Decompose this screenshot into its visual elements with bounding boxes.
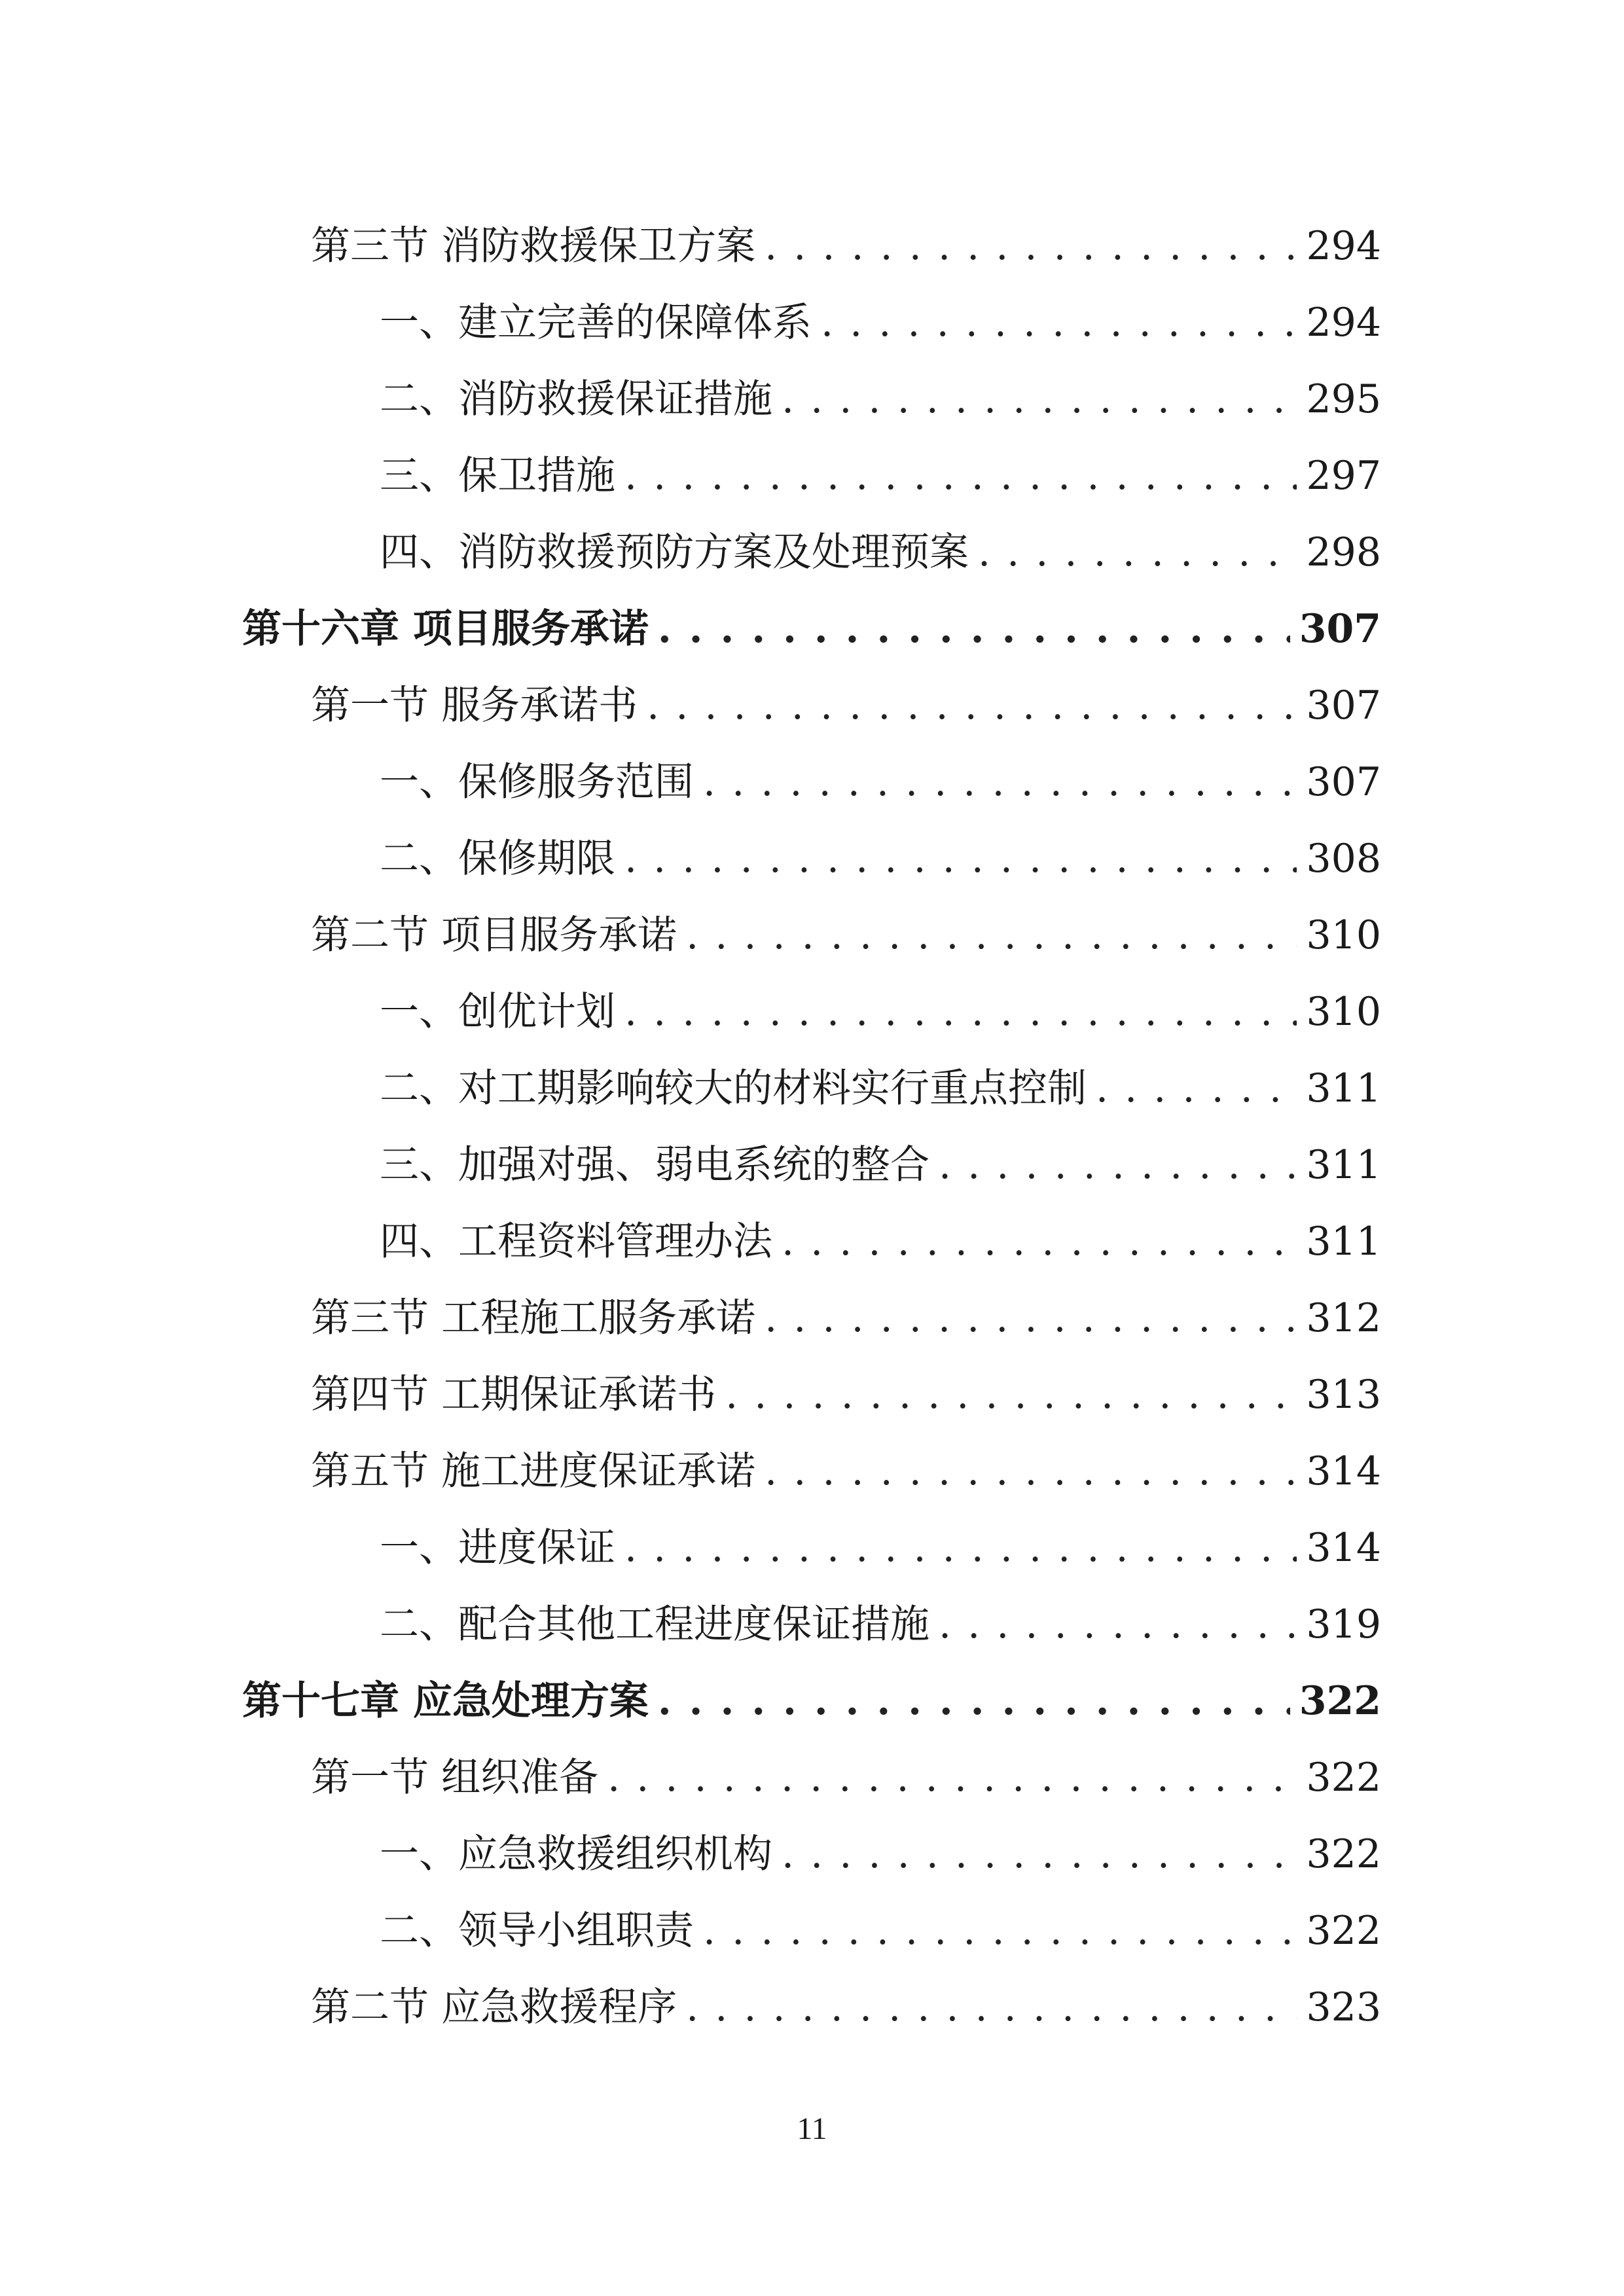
toc-entry-section[interactable]	[242, 1969, 1381, 2046]
toc-entry-page: 322	[1306, 1908, 1381, 1954]
toc-entry-page: 319	[1306, 1602, 1381, 1647]
toc-entry-label: 一、创优计划	[380, 989, 615, 1035]
toc-entry-page: 322	[1299, 1678, 1381, 1724]
toc-dot-leader	[624, 1510, 1297, 1587]
toc-entry-page: 313	[1306, 1372, 1381, 1418]
toc-entry-label: 一、保修服务范围	[380, 759, 694, 805]
toc-entry-label: 三、保卫措施	[380, 453, 615, 499]
toc-entry-label: 一、应急救援组织机构	[380, 1831, 772, 1877]
toc-entry-subsection[interactable]	[242, 285, 1381, 361]
toc-entry-subsection[interactable]	[242, 1204, 1381, 1280]
toc-entry-page: 314	[1306, 1448, 1381, 1494]
toc-entry-section[interactable]	[242, 668, 1381, 744]
toc-entry-subsection[interactable]	[242, 361, 1381, 438]
toc-dot-leader	[624, 821, 1297, 897]
toc-dot-leader	[703, 1893, 1297, 1969]
toc-dot-leader	[782, 1816, 1297, 1893]
toc-dot-leader	[939, 1127, 1297, 1204]
toc-entry-label: 第五节 施工进度保证承诺	[311, 1448, 756, 1494]
toc-entry-label: 一、进度保证	[380, 1525, 615, 1571]
toc-dot-leader	[607, 1740, 1297, 1816]
toc-dot-leader	[624, 974, 1297, 1050]
toc-entry-label: 第一节 组织准备	[311, 1755, 599, 1801]
toc-entry-label: 第三节 消防救援保卫方案	[311, 223, 756, 269]
toc-dot-leader	[624, 438, 1297, 514]
toc-entry-section[interactable]	[242, 1740, 1381, 1816]
toc-entry-page: 295	[1306, 376, 1381, 422]
toc-entry-subsection[interactable]	[242, 1127, 1381, 1204]
toc-dot-leader	[686, 1969, 1297, 2046]
toc-dot-leader	[658, 1663, 1290, 1740]
toc-entry-label: 第二节 项目服务承诺	[311, 912, 677, 958]
toc-dot-leader	[782, 361, 1297, 438]
toc-entry-chapter[interactable]	[242, 591, 1381, 668]
toc-entry-page: 297	[1306, 453, 1381, 499]
toc-entry-section[interactable]	[242, 897, 1381, 974]
toc-entry-page: 294	[1306, 223, 1381, 269]
toc-entry-page: 314	[1306, 1525, 1381, 1571]
toc-entry-label: 二、配合其他工程进度保证措施	[380, 1602, 929, 1647]
toc-entry-label: 一、建立完善的保障体系	[380, 300, 812, 346]
toc-dot-leader	[647, 668, 1297, 744]
toc-entry-page: 307	[1306, 683, 1381, 728]
toc-dot-leader	[686, 897, 1297, 974]
toc-dot-leader	[978, 514, 1297, 591]
toc-entry-page: 322	[1306, 1755, 1381, 1801]
toc-entry-label: 第三节 工程施工服务承诺	[311, 1295, 756, 1341]
toc-entry-page: 308	[1306, 836, 1381, 882]
toc-dot-leader	[725, 1357, 1297, 1433]
toc-entry-label: 二、对工期影响较大的材料实行重点控制	[380, 1066, 1087, 1111]
toc-entry-page: 307	[1299, 606, 1381, 652]
toc-entry-page: 311	[1306, 1142, 1381, 1188]
toc-entry-subsection[interactable]	[242, 1816, 1381, 1893]
toc-entry-subsection[interactable]	[242, 1587, 1381, 1663]
toc-entry-section[interactable]	[242, 1357, 1381, 1433]
toc-entry-page: 310	[1306, 912, 1381, 958]
toc-entry-page: 311	[1306, 1066, 1381, 1111]
page-number: 11	[797, 2111, 827, 2146]
toc-dot-leader	[703, 744, 1297, 821]
toc-entry-section[interactable]	[242, 1280, 1381, 1357]
toc-entry-label: 二、领导小组职责	[380, 1908, 694, 1954]
toc-entry-label: 第二节 应急救援程序	[311, 1984, 677, 2030]
toc-entry-subsection[interactable]	[242, 514, 1381, 591]
toc-entry-section[interactable]	[242, 1433, 1381, 1510]
toc-entry-page: 310	[1306, 989, 1381, 1035]
toc-entry-page: 298	[1306, 529, 1381, 575]
toc-entry-label: 第十六章 项目服务承诺	[242, 606, 649, 652]
toc-dot-leader	[782, 1204, 1297, 1280]
toc-entry-subsection[interactable]	[242, 438, 1381, 514]
toc-entry-subsection[interactable]	[242, 1893, 1381, 1969]
toc-entry-page: 307	[1306, 759, 1381, 805]
toc-entry-page: 323	[1306, 1984, 1381, 2030]
toc-entry-page: 312	[1306, 1295, 1381, 1341]
toc-entry-label: 第十七章 应急处理方案	[242, 1678, 649, 1724]
toc-entry-label: 三、加强对强、弱电系统的整合	[380, 1142, 929, 1188]
toc-entry-page: 322	[1306, 1831, 1381, 1877]
toc-entry-page: 311	[1306, 1219, 1381, 1265]
toc-entry-label: 四、工程资料管理办法	[380, 1219, 772, 1265]
toc-entry-label: 二、保修期限	[380, 836, 615, 882]
toc-dot-leader	[821, 285, 1297, 361]
toc-dot-leader	[765, 1280, 1297, 1357]
toc-entry-subsection[interactable]	[242, 744, 1381, 821]
toc-entry-subsection[interactable]	[242, 821, 1381, 897]
toc-entry-page: 294	[1306, 300, 1381, 346]
table-of-contents	[242, 208, 1381, 2046]
toc-entry-label: 第一节 服务承诺书	[311, 683, 638, 728]
toc-dot-leader	[765, 1433, 1297, 1510]
toc-entry-section[interactable]	[242, 208, 1381, 285]
toc-entry-subsection[interactable]	[242, 1510, 1381, 1587]
toc-entry-chapter[interactable]	[242, 1663, 1381, 1740]
toc-entry-label: 第四节 工期保证承诺书	[311, 1372, 717, 1418]
toc-dot-leader	[765, 208, 1297, 285]
toc-entry-label: 二、消防救援保证措施	[380, 376, 772, 422]
toc-dot-leader	[1096, 1050, 1297, 1127]
toc-dot-leader	[658, 591, 1290, 668]
toc-entry-label: 四、消防救援预防方案及处理预案	[380, 529, 969, 575]
toc-entry-subsection[interactable]	[242, 1050, 1381, 1127]
toc-dot-leader	[939, 1587, 1297, 1663]
toc-entry-subsection[interactable]	[242, 974, 1381, 1050]
